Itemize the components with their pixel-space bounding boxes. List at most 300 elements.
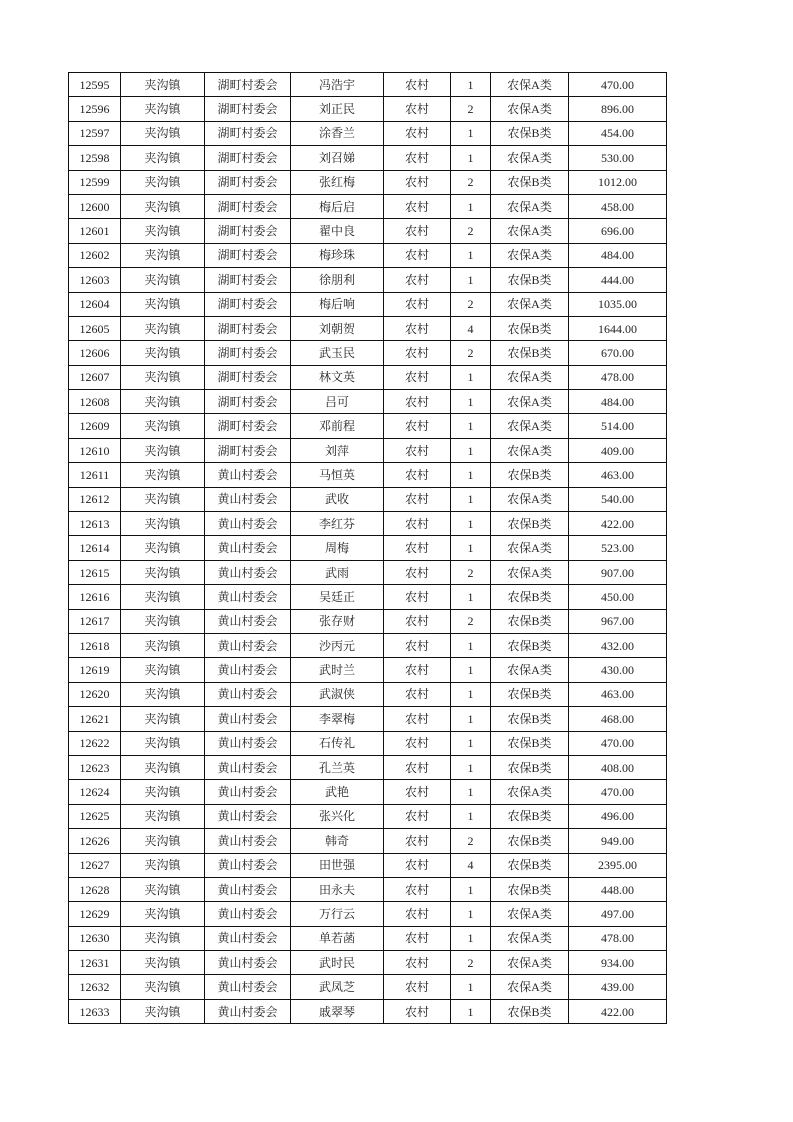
table-row [69, 633, 667, 657]
town-cell: 夹沟镇 [121, 365, 205, 389]
insurance-category-cell: 农保A类 [491, 390, 569, 414]
village-committee-cell: 黄山村委会 [205, 658, 291, 682]
amount-cell: 497.00 [569, 902, 667, 926]
village-committee-cell: 湖町村委会 [205, 438, 291, 462]
village-committee-cell: 黄山村委会 [205, 560, 291, 584]
table-row [69, 292, 667, 316]
household-size-cell: 1 [451, 999, 491, 1023]
amount-cell: 1012.00 [569, 170, 667, 194]
village-committee-cell: 湖町村委会 [205, 170, 291, 194]
insurance-category-cell: 农保B类 [491, 633, 569, 657]
row-id-cell: 12617 [69, 609, 121, 633]
town-cell: 夹沟镇 [121, 146, 205, 170]
row-id-cell: 12616 [69, 585, 121, 609]
area-type-cell: 农村 [384, 512, 451, 536]
village-committee-cell: 湖町村委会 [205, 97, 291, 121]
amount-cell: 430.00 [569, 658, 667, 682]
area-type-cell: 农村 [384, 731, 451, 755]
village-committee-cell: 黄山村委会 [205, 853, 291, 877]
area-type-cell: 农村 [384, 682, 451, 706]
town-cell: 夹沟镇 [121, 219, 205, 243]
village-committee-cell: 湖町村委会 [205, 268, 291, 292]
row-id-cell: 12631 [69, 951, 121, 975]
insurance-category-cell: 农保A类 [491, 926, 569, 950]
town-cell: 夹沟镇 [121, 73, 205, 97]
table-row [69, 560, 667, 584]
village-committee-cell: 黄山村委会 [205, 487, 291, 511]
area-type-cell: 农村 [384, 707, 451, 731]
village-committee-cell: 湖町村委会 [205, 414, 291, 438]
name-cell: 武玉民 [291, 341, 384, 365]
name-cell: 张红梅 [291, 170, 384, 194]
area-type-cell: 农村 [384, 951, 451, 975]
amount-cell: 470.00 [569, 780, 667, 804]
amount-cell: 514.00 [569, 414, 667, 438]
name-cell: 孔兰英 [291, 755, 384, 779]
name-cell: 武时民 [291, 951, 384, 975]
row-id-cell: 12615 [69, 560, 121, 584]
village-committee-cell: 湖町村委会 [205, 121, 291, 145]
name-cell: 马恒英 [291, 463, 384, 487]
row-id-cell: 12625 [69, 804, 121, 828]
row-id-cell: 12605 [69, 316, 121, 340]
village-committee-cell: 湖町村委会 [205, 73, 291, 97]
table-row [69, 487, 667, 511]
village-committee-cell: 湖町村委会 [205, 194, 291, 218]
village-committee-cell: 黄山村委会 [205, 755, 291, 779]
town-cell: 夹沟镇 [121, 194, 205, 218]
table-row [69, 97, 667, 121]
household-size-cell: 2 [451, 170, 491, 194]
household-size-cell: 1 [451, 438, 491, 462]
village-committee-cell: 黄山村委会 [205, 463, 291, 487]
village-committee-cell: 黄山村委会 [205, 975, 291, 999]
area-type-cell: 农村 [384, 633, 451, 657]
area-type-cell: 农村 [384, 341, 451, 365]
insurance-category-cell: 农保A类 [491, 97, 569, 121]
town-cell: 夹沟镇 [121, 804, 205, 828]
amount-cell: 448.00 [569, 877, 667, 901]
village-committee-cell: 黄山村委会 [205, 999, 291, 1023]
household-size-cell: 1 [451, 633, 491, 657]
row-id-cell: 12622 [69, 731, 121, 755]
insurance-category-cell: 农保A类 [491, 146, 569, 170]
town-cell: 夹沟镇 [121, 829, 205, 853]
village-committee-cell: 湖町村委会 [205, 243, 291, 267]
insurance-category-cell: 农保B类 [491, 877, 569, 901]
row-id-cell: 12630 [69, 926, 121, 950]
row-id-cell: 12626 [69, 829, 121, 853]
insurance-category-cell: 农保A类 [491, 902, 569, 926]
name-cell: 周梅 [291, 536, 384, 560]
area-type-cell: 农村 [384, 804, 451, 828]
name-cell: 张兴化 [291, 804, 384, 828]
amount-cell: 439.00 [569, 975, 667, 999]
village-committee-cell: 黄山村委会 [205, 512, 291, 536]
area-type-cell: 农村 [384, 585, 451, 609]
town-cell: 夹沟镇 [121, 512, 205, 536]
amount-cell: 478.00 [569, 365, 667, 389]
household-size-cell: 2 [451, 829, 491, 853]
area-type-cell: 农村 [384, 219, 451, 243]
amount-cell: 530.00 [569, 146, 667, 170]
table-row [69, 585, 667, 609]
area-type-cell: 农村 [384, 975, 451, 999]
area-type-cell: 农村 [384, 268, 451, 292]
name-cell: 武时兰 [291, 658, 384, 682]
household-size-cell: 1 [451, 731, 491, 755]
town-cell: 夹沟镇 [121, 755, 205, 779]
area-type-cell: 农村 [384, 853, 451, 877]
household-size-cell: 1 [451, 194, 491, 218]
household-size-cell: 1 [451, 512, 491, 536]
table-row [69, 951, 667, 975]
row-id-cell: 12632 [69, 975, 121, 999]
insurance-category-cell: 农保A类 [491, 975, 569, 999]
amount-cell: 470.00 [569, 731, 667, 755]
table-row [69, 316, 667, 340]
insurance-category-cell: 农保B类 [491, 853, 569, 877]
amount-cell: 450.00 [569, 585, 667, 609]
village-committee-cell: 湖町村委会 [205, 146, 291, 170]
village-committee-cell: 黄山村委会 [205, 585, 291, 609]
table-row [69, 853, 667, 877]
town-cell: 夹沟镇 [121, 316, 205, 340]
table-row [69, 121, 667, 145]
insurance-category-cell: 农保A类 [491, 487, 569, 511]
row-id-cell: 12610 [69, 438, 121, 462]
table-row [69, 146, 667, 170]
table-row [69, 829, 667, 853]
insurance-category-cell: 农保B类 [491, 707, 569, 731]
table-row [69, 755, 667, 779]
insurance-category-cell: 农保B类 [491, 999, 569, 1023]
household-size-cell: 4 [451, 316, 491, 340]
town-cell: 夹沟镇 [121, 438, 205, 462]
name-cell: 石传礼 [291, 731, 384, 755]
area-type-cell: 农村 [384, 170, 451, 194]
amount-cell: 484.00 [569, 243, 667, 267]
table-row [69, 170, 667, 194]
table-row [69, 194, 667, 218]
table-row [69, 73, 667, 97]
household-size-cell: 2 [451, 219, 491, 243]
insurance-category-cell: 农保B类 [491, 829, 569, 853]
row-id-cell: 12604 [69, 292, 121, 316]
name-cell: 戚翠琴 [291, 999, 384, 1023]
name-cell: 张存财 [291, 609, 384, 633]
insurance-category-cell: 农保B类 [491, 682, 569, 706]
household-size-cell: 1 [451, 585, 491, 609]
amount-cell: 463.00 [569, 463, 667, 487]
row-id-cell: 12596 [69, 97, 121, 121]
insurance-category-cell: 农保B类 [491, 731, 569, 755]
town-cell: 夹沟镇 [121, 682, 205, 706]
row-id-cell: 12603 [69, 268, 121, 292]
area-type-cell: 农村 [384, 609, 451, 633]
records-table [68, 72, 667, 1024]
amount-cell: 967.00 [569, 609, 667, 633]
area-type-cell: 农村 [384, 658, 451, 682]
row-id-cell: 12624 [69, 780, 121, 804]
name-cell: 武雨 [291, 560, 384, 584]
table-row [69, 682, 667, 706]
name-cell: 刘正民 [291, 97, 384, 121]
town-cell: 夹沟镇 [121, 560, 205, 584]
name-cell: 梅珍珠 [291, 243, 384, 267]
amount-cell: 468.00 [569, 707, 667, 731]
table-row [69, 780, 667, 804]
area-type-cell: 农村 [384, 999, 451, 1023]
town-cell: 夹沟镇 [121, 341, 205, 365]
area-type-cell: 农村 [384, 536, 451, 560]
name-cell: 邓前程 [291, 414, 384, 438]
town-cell: 夹沟镇 [121, 390, 205, 414]
row-id-cell: 12595 [69, 73, 121, 97]
household-size-cell: 1 [451, 463, 491, 487]
insurance-category-cell: 农保B类 [491, 585, 569, 609]
row-id-cell: 12618 [69, 633, 121, 657]
row-id-cell: 12614 [69, 536, 121, 560]
row-id-cell: 12611 [69, 463, 121, 487]
row-id-cell: 12598 [69, 146, 121, 170]
row-id-cell: 12612 [69, 487, 121, 511]
insurance-category-cell: 农保B类 [491, 268, 569, 292]
table-row [69, 877, 667, 901]
household-size-cell: 1 [451, 975, 491, 999]
row-id-cell: 12620 [69, 682, 121, 706]
insurance-category-cell: 农保B类 [491, 755, 569, 779]
amount-cell: 949.00 [569, 829, 667, 853]
row-id-cell: 12629 [69, 902, 121, 926]
table-row [69, 658, 667, 682]
household-size-cell: 1 [451, 73, 491, 97]
name-cell: 田世强 [291, 853, 384, 877]
village-committee-cell: 黄山村委会 [205, 609, 291, 633]
household-size-cell: 1 [451, 926, 491, 950]
table-row [69, 999, 667, 1023]
name-cell: 涂香兰 [291, 121, 384, 145]
town-cell: 夹沟镇 [121, 999, 205, 1023]
household-size-cell: 4 [451, 853, 491, 877]
name-cell: 梅后启 [291, 194, 384, 218]
table-row [69, 341, 667, 365]
amount-cell: 463.00 [569, 682, 667, 706]
table-row [69, 414, 667, 438]
row-id-cell: 12608 [69, 390, 121, 414]
table-row [69, 731, 667, 755]
insurance-category-cell: 农保B类 [491, 512, 569, 536]
household-size-cell: 2 [451, 292, 491, 316]
row-id-cell: 12633 [69, 999, 121, 1023]
household-size-cell: 1 [451, 414, 491, 438]
table-row [69, 512, 667, 536]
amount-cell: 478.00 [569, 926, 667, 950]
town-cell: 夹沟镇 [121, 902, 205, 926]
name-cell: 刘召娣 [291, 146, 384, 170]
table-row [69, 926, 667, 950]
name-cell: 韩奇 [291, 829, 384, 853]
town-cell: 夹沟镇 [121, 170, 205, 194]
table-row [69, 243, 667, 267]
insurance-category-cell: 农保A类 [491, 365, 569, 389]
village-committee-cell: 黄山村委会 [205, 926, 291, 950]
insurance-category-cell: 农保B类 [491, 341, 569, 365]
village-committee-cell: 黄山村委会 [205, 731, 291, 755]
name-cell: 李红芬 [291, 512, 384, 536]
village-committee-cell: 黄山村委会 [205, 951, 291, 975]
row-id-cell: 12627 [69, 853, 121, 877]
town-cell: 夹沟镇 [121, 292, 205, 316]
town-cell: 夹沟镇 [121, 97, 205, 121]
table-row [69, 438, 667, 462]
amount-cell: 444.00 [569, 268, 667, 292]
household-size-cell: 1 [451, 268, 491, 292]
name-cell: 徐朋利 [291, 268, 384, 292]
village-committee-cell: 黄山村委会 [205, 902, 291, 926]
area-type-cell: 农村 [384, 121, 451, 145]
town-cell: 夹沟镇 [121, 487, 205, 511]
town-cell: 夹沟镇 [121, 975, 205, 999]
insurance-category-cell: 农保A类 [491, 951, 569, 975]
name-cell: 武凤芝 [291, 975, 384, 999]
table-row [69, 902, 667, 926]
insurance-category-cell: 农保B类 [491, 609, 569, 633]
table-row [69, 219, 667, 243]
amount-cell: 408.00 [569, 755, 667, 779]
town-cell: 夹沟镇 [121, 536, 205, 560]
household-size-cell: 1 [451, 755, 491, 779]
insurance-category-cell: 农保B类 [491, 170, 569, 194]
village-committee-cell: 黄山村委会 [205, 536, 291, 560]
household-size-cell: 1 [451, 902, 491, 926]
table-row [69, 365, 667, 389]
name-cell: 田永夫 [291, 877, 384, 901]
row-id-cell: 12607 [69, 365, 121, 389]
name-cell: 万行云 [291, 902, 384, 926]
household-size-cell: 1 [451, 658, 491, 682]
household-size-cell: 1 [451, 487, 491, 511]
town-cell: 夹沟镇 [121, 877, 205, 901]
row-id-cell: 12601 [69, 219, 121, 243]
village-committee-cell: 湖町村委会 [205, 316, 291, 340]
area-type-cell: 农村 [384, 877, 451, 901]
table-body [69, 73, 667, 1024]
household-size-cell: 1 [451, 536, 491, 560]
row-id-cell: 12613 [69, 512, 121, 536]
amount-cell: 2395.00 [569, 853, 667, 877]
amount-cell: 1644.00 [569, 316, 667, 340]
amount-cell: 670.00 [569, 341, 667, 365]
insurance-category-cell: 农保A类 [491, 73, 569, 97]
area-type-cell: 农村 [384, 390, 451, 414]
row-id-cell: 12609 [69, 414, 121, 438]
village-committee-cell: 黄山村委会 [205, 877, 291, 901]
area-type-cell: 农村 [384, 414, 451, 438]
name-cell: 沙丙元 [291, 633, 384, 657]
amount-cell: 896.00 [569, 97, 667, 121]
area-type-cell: 农村 [384, 780, 451, 804]
amount-cell: 523.00 [569, 536, 667, 560]
row-id-cell: 12628 [69, 877, 121, 901]
town-cell: 夹沟镇 [121, 121, 205, 145]
household-size-cell: 1 [451, 243, 491, 267]
amount-cell: 470.00 [569, 73, 667, 97]
amount-cell: 454.00 [569, 121, 667, 145]
row-id-cell: 12606 [69, 341, 121, 365]
area-type-cell: 农村 [384, 755, 451, 779]
area-type-cell: 农村 [384, 365, 451, 389]
name-cell: 吴廷正 [291, 585, 384, 609]
area-type-cell: 农村 [384, 73, 451, 97]
household-size-cell: 1 [451, 390, 491, 414]
name-cell: 刘朝贺 [291, 316, 384, 340]
name-cell: 刘萍 [291, 438, 384, 462]
household-size-cell: 2 [451, 341, 491, 365]
household-size-cell: 2 [451, 609, 491, 633]
town-cell: 夹沟镇 [121, 463, 205, 487]
row-id-cell: 12623 [69, 755, 121, 779]
name-cell: 武艳 [291, 780, 384, 804]
household-size-cell: 1 [451, 121, 491, 145]
village-committee-cell: 湖町村委会 [205, 219, 291, 243]
amount-cell: 696.00 [569, 219, 667, 243]
area-type-cell: 农村 [384, 560, 451, 584]
village-committee-cell: 黄山村委会 [205, 780, 291, 804]
insurance-category-cell: 农保A类 [491, 658, 569, 682]
row-id-cell: 12597 [69, 121, 121, 145]
amount-cell: 422.00 [569, 999, 667, 1023]
table-row [69, 804, 667, 828]
village-committee-cell: 湖町村委会 [205, 390, 291, 414]
town-cell: 夹沟镇 [121, 951, 205, 975]
insurance-category-cell: 农保B类 [491, 463, 569, 487]
household-size-cell: 2 [451, 97, 491, 121]
table-row [69, 390, 667, 414]
name-cell: 吕可 [291, 390, 384, 414]
insurance-category-cell: 农保B类 [491, 316, 569, 340]
area-type-cell: 农村 [384, 194, 451, 218]
area-type-cell: 农村 [384, 438, 451, 462]
insurance-category-cell: 农保A类 [491, 414, 569, 438]
row-id-cell: 12600 [69, 194, 121, 218]
town-cell: 夹沟镇 [121, 926, 205, 950]
town-cell: 夹沟镇 [121, 731, 205, 755]
town-cell: 夹沟镇 [121, 853, 205, 877]
table-row [69, 707, 667, 731]
table-row [69, 463, 667, 487]
name-cell: 李翠梅 [291, 707, 384, 731]
table-row [69, 536, 667, 560]
village-committee-cell: 湖町村委会 [205, 365, 291, 389]
village-committee-cell: 湖町村委会 [205, 292, 291, 316]
area-type-cell: 农村 [384, 902, 451, 926]
village-committee-cell: 黄山村委会 [205, 829, 291, 853]
name-cell: 武淑侠 [291, 682, 384, 706]
area-type-cell: 农村 [384, 463, 451, 487]
village-committee-cell: 湖町村委会 [205, 341, 291, 365]
amount-cell: 432.00 [569, 633, 667, 657]
town-cell: 夹沟镇 [121, 780, 205, 804]
amount-cell: 540.00 [569, 487, 667, 511]
insurance-category-cell: 农保B类 [491, 804, 569, 828]
household-size-cell: 1 [451, 146, 491, 170]
amount-cell: 409.00 [569, 438, 667, 462]
area-type-cell: 农村 [384, 146, 451, 170]
area-type-cell: 农村 [384, 829, 451, 853]
name-cell: 林文英 [291, 365, 384, 389]
household-size-cell: 2 [451, 560, 491, 584]
